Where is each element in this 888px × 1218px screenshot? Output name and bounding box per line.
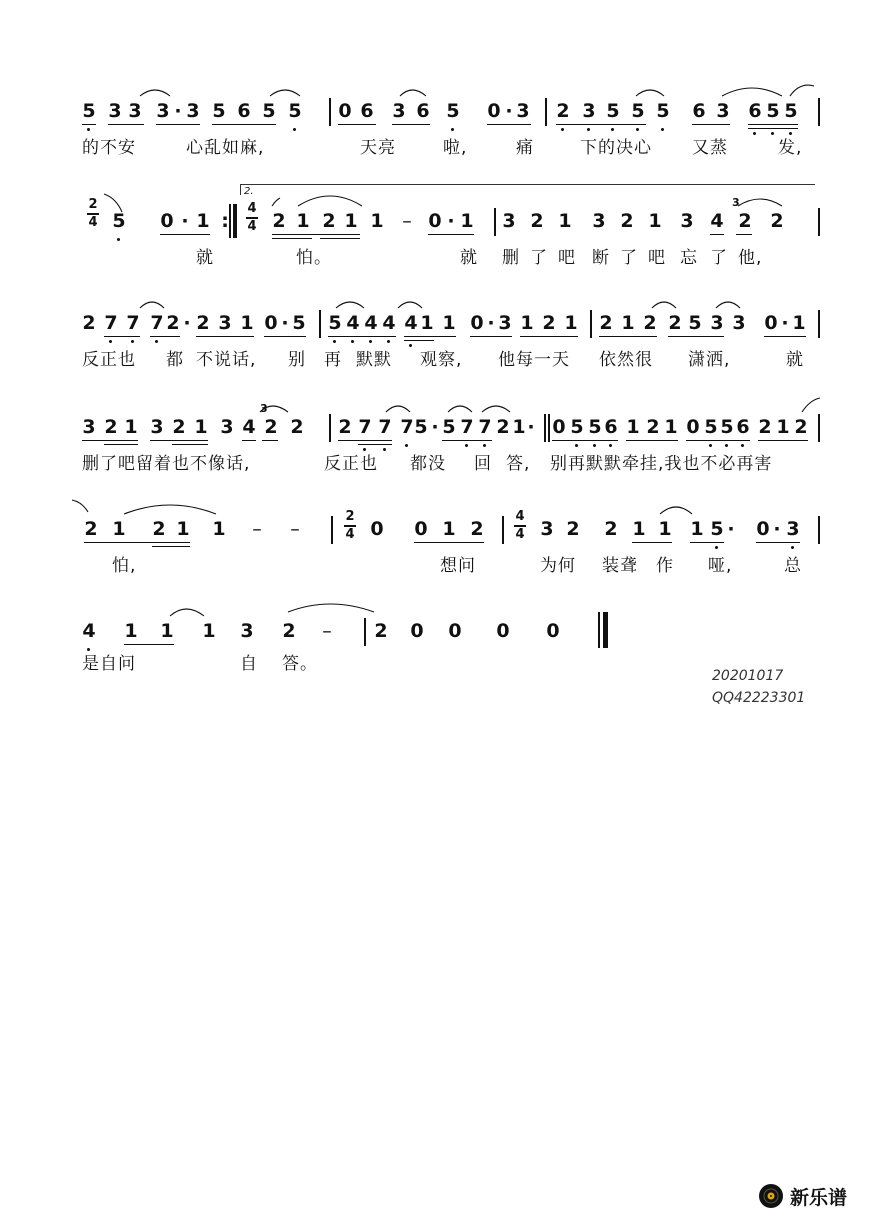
note: 1 (124, 416, 138, 438)
note: 2 (338, 416, 352, 438)
note: 1 (124, 620, 138, 642)
note: 5 (606, 100, 620, 122)
lyric: 怕, (112, 556, 137, 576)
note: 3 (156, 100, 170, 122)
lyric: 了 (620, 248, 638, 268)
note: 3 (218, 312, 232, 334)
lyric: 又蒸 (692, 138, 728, 158)
note: 2 (496, 416, 510, 438)
note: 4 (346, 312, 360, 334)
note: · (781, 312, 789, 334)
note: 5 (82, 100, 96, 122)
lyric: 就 (460, 248, 478, 268)
note: 3 (150, 416, 164, 438)
note: 3 (582, 100, 596, 122)
lyric: 就 (196, 248, 214, 268)
note: 1 (240, 312, 254, 334)
lyric: 心乱如麻, (186, 138, 265, 158)
note: 2 (290, 416, 304, 438)
lyric: 不说话, (196, 350, 257, 370)
note: 1 (792, 312, 806, 334)
note: 1 (664, 416, 678, 438)
note: 2 (599, 312, 613, 334)
lyric: 都 (166, 350, 184, 370)
note: – (252, 518, 262, 540)
note: 0 (370, 518, 384, 540)
note: 1 (564, 312, 578, 334)
note: 5 (704, 416, 718, 438)
note: 2 (770, 210, 784, 232)
note: 0 (546, 620, 560, 642)
lyric: 总 (784, 556, 802, 576)
note: · (181, 210, 189, 232)
note: 5 (570, 416, 584, 438)
note: 2 (668, 312, 682, 334)
time-signature: 2 4 (88, 197, 98, 230)
time-signature: 2 4 (345, 509, 355, 542)
note: 5 (442, 416, 456, 438)
note: 0 (448, 620, 462, 642)
note: 1 (344, 210, 358, 232)
note: 2 (643, 312, 657, 334)
note: 6 (604, 416, 618, 438)
lyric: 吧 (558, 248, 576, 268)
note: 0 (764, 312, 778, 334)
note: – (290, 518, 300, 540)
note: 3 (82, 416, 96, 438)
note: 1 (202, 620, 216, 642)
note: 5 (446, 100, 460, 122)
note: 1 (632, 518, 646, 540)
note: 2 (152, 518, 166, 540)
volta-number: 2. (244, 186, 254, 197)
lyric: 再 (324, 350, 342, 370)
note: 6 (416, 100, 430, 122)
note: · (527, 416, 535, 438)
note: 1 (648, 210, 662, 232)
date-stamp: 20201017 (712, 668, 784, 684)
qq-stamp: QQ42223301 (712, 690, 806, 706)
note: 4 (364, 312, 378, 334)
lyric: 都没 (410, 454, 446, 474)
note: 2 (322, 210, 336, 232)
lyric: 痛 (516, 138, 534, 158)
note: · (505, 100, 513, 122)
lyric: 别再默默牵挂,我也不必再害 (550, 454, 773, 474)
note: 1 (296, 210, 310, 232)
note: 1 (420, 312, 434, 334)
note: 0 (552, 416, 566, 438)
note: 3 (786, 518, 800, 540)
lyric: 了 (710, 248, 728, 268)
lyric: 发, (778, 138, 803, 158)
note: 2 (758, 416, 772, 438)
site-logo (758, 1182, 847, 1210)
note: 2 (282, 620, 296, 642)
note: 1 (626, 416, 640, 438)
note: 1 (212, 518, 226, 540)
note: 1 (442, 518, 456, 540)
lyric: 观察, (420, 350, 463, 370)
note: 5 (766, 100, 780, 122)
note: 3 (186, 100, 200, 122)
lyric: 是自问 (82, 654, 136, 674)
note: 7 (478, 416, 492, 438)
lyric: 就 (786, 350, 804, 370)
note: 7 (400, 416, 414, 438)
note: 6 (237, 100, 251, 122)
lyric: 断 (592, 248, 610, 268)
note: 1 (690, 518, 704, 540)
note: 5 (720, 416, 734, 438)
lyric: 别 (288, 350, 306, 370)
note: 2 (556, 100, 570, 122)
note: 2 (84, 518, 98, 540)
note: 4 (242, 416, 256, 438)
grace-note: 3 (732, 196, 740, 209)
note: · (183, 312, 191, 334)
note: 0 (487, 100, 501, 122)
note: · (487, 312, 495, 334)
lyric: 下的决心 (580, 138, 652, 158)
lyric: 天亮 (360, 138, 396, 158)
note: 1 (776, 416, 790, 438)
note: 2 (604, 518, 618, 540)
note: 1 (621, 312, 635, 334)
note: 3 (240, 620, 254, 642)
lyric: 删了吧留着也不像话, (82, 454, 251, 474)
note: 4 (382, 312, 396, 334)
note: 2 (566, 518, 580, 540)
note: 1 (442, 312, 456, 334)
note: 0 (470, 312, 484, 334)
logo-text: 新乐谱 (790, 1186, 848, 1209)
note: 2 (104, 416, 118, 438)
note: 2 (166, 312, 180, 334)
lyric: 依然很 (599, 350, 653, 370)
note: 4 (710, 210, 724, 232)
note: 3 (710, 312, 724, 334)
note: 1 (370, 210, 384, 232)
note: 0 (338, 100, 352, 122)
note: 5 (688, 312, 702, 334)
lyric: 反正也 (324, 454, 378, 474)
lyric: 他, (738, 248, 763, 268)
time-signature: 4 4 (515, 509, 525, 542)
note: 1 (112, 518, 126, 540)
note: 3 (592, 210, 606, 232)
note: 5 (292, 312, 306, 334)
note: 1 (176, 518, 190, 540)
note: · (773, 518, 781, 540)
note: – (322, 620, 332, 642)
note: 2 (172, 416, 186, 438)
lyric: 反正也 (82, 350, 136, 370)
note: 7 (126, 312, 140, 334)
lyric: 装聋 (602, 556, 638, 576)
note: 0 (410, 620, 424, 642)
lyric: 想问 (440, 556, 476, 576)
lyric: 了 (530, 248, 548, 268)
grace-note: 3 (260, 402, 268, 415)
note: – (402, 210, 412, 232)
note: 5 (588, 416, 602, 438)
lyric: 忘 (680, 248, 698, 268)
note: 2 (620, 210, 634, 232)
note: 7 (378, 416, 392, 438)
lyric: 怕。 (296, 248, 332, 268)
note: : (221, 210, 229, 232)
vinyl-record-icon (758, 1183, 784, 1209)
note: 1 (558, 210, 572, 232)
note: 7 (358, 416, 372, 438)
note: 2 (196, 312, 210, 334)
note: 7 (150, 312, 164, 334)
note: 3 (516, 100, 530, 122)
note: 6 (748, 100, 762, 122)
note: 3 (392, 100, 406, 122)
lyric: 回 (474, 454, 492, 474)
note: 2 (530, 210, 544, 232)
note: 2 (272, 210, 286, 232)
note: 5 (631, 100, 645, 122)
note: 0 (160, 210, 174, 232)
note: 0 (414, 518, 428, 540)
time-signature: 4 4 (247, 201, 257, 234)
note: · (431, 416, 439, 438)
note: 5 (710, 518, 724, 540)
note: 3 (680, 210, 694, 232)
lyric: 答。 (282, 654, 318, 674)
note: 3 (716, 100, 730, 122)
note: 5 (212, 100, 226, 122)
note: 5 (288, 100, 302, 122)
note: · (727, 518, 735, 540)
lyric: 的不安 (82, 138, 136, 158)
lyric: 为何 (540, 556, 576, 576)
note: 1 (196, 210, 210, 232)
note: 5 (328, 312, 342, 334)
lyric: 他每一天 (498, 350, 570, 370)
note: 7 (104, 312, 118, 334)
note: 2 (646, 416, 660, 438)
lyric: 删 (502, 248, 520, 268)
note: 0 (756, 518, 770, 540)
note: 2 (374, 620, 388, 642)
note: 3 (498, 312, 512, 334)
note: 3 (108, 100, 122, 122)
note: 3 (220, 416, 234, 438)
lyric: 哑, (708, 556, 733, 576)
lyric: 吧 (648, 248, 666, 268)
note: 1 (160, 620, 174, 642)
note: · (174, 100, 182, 122)
note: 6 (360, 100, 374, 122)
note: 3 (540, 518, 554, 540)
note: 3 (732, 312, 746, 334)
note: 3 (128, 100, 142, 122)
note: 1 (658, 518, 672, 540)
lyric: 作 (656, 556, 674, 576)
lyric: 潇洒, (688, 350, 731, 370)
lyric: 默默 (356, 350, 392, 370)
note: 2 (794, 416, 808, 438)
note: 3 (502, 210, 516, 232)
note: · (281, 312, 289, 334)
note: 5 (262, 100, 276, 122)
lyric: 啦, (443, 138, 468, 158)
note: 1 (520, 312, 534, 334)
note: 1 (460, 210, 474, 232)
note: 2 (82, 312, 96, 334)
note: 0 (428, 210, 442, 232)
note: 2 (738, 210, 752, 232)
note: 5 (784, 100, 798, 122)
note: 6 (736, 416, 750, 438)
lyric: 自 (240, 654, 258, 674)
note: 5 (112, 210, 126, 232)
note: 2 (542, 312, 556, 334)
lyric: 答, (506, 454, 531, 474)
note: · (447, 210, 455, 232)
note: 0 (264, 312, 278, 334)
note: 4 (82, 620, 96, 642)
note: 1 (512, 416, 526, 438)
note: 7 (460, 416, 474, 438)
note: 2 (470, 518, 484, 540)
note: 5 (414, 416, 428, 438)
note: 4 (404, 312, 418, 334)
note: 6 (692, 100, 706, 122)
note: 1 (194, 416, 208, 438)
note: 0 (496, 620, 510, 642)
note: 5 (656, 100, 670, 122)
note: 2 (264, 416, 278, 438)
note: 0 (686, 416, 700, 438)
